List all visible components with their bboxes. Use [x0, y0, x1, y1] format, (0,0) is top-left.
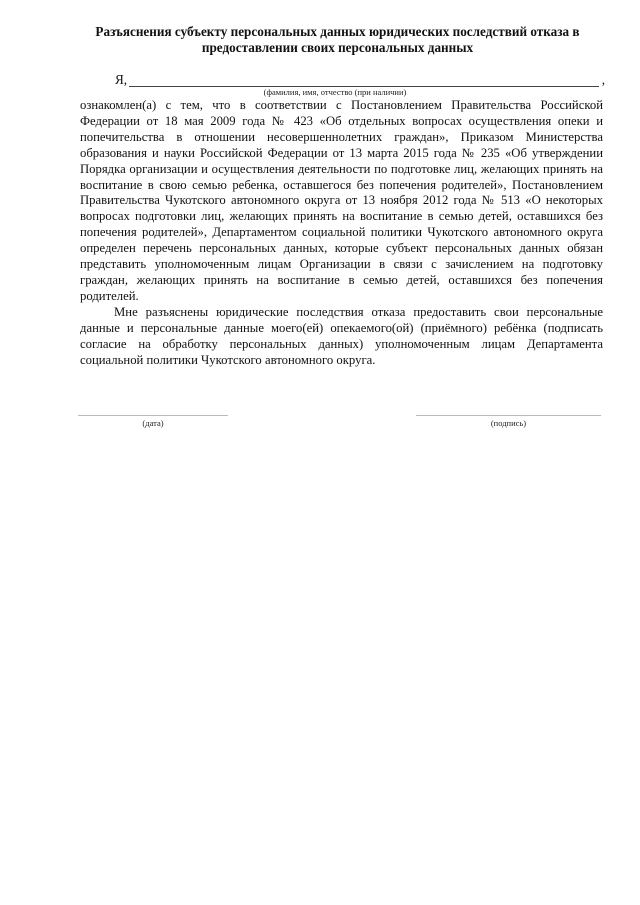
- date-field: [78, 415, 228, 435]
- document-body: [80, 98, 603, 368]
- document-title: Разъяснения субъекту персональных данных юридических последствий отказа в предоставлении своих персональных данных: [95, 24, 580, 55]
- date-fill-line: [78, 415, 228, 416]
- signature-caption: (подпись): [490, 418, 527, 428]
- paragraph-consequences: Мне разъяснены юридические последствия отказа предоставить свои персональные данные и персональные данные моего(ей) опекаемого(ой) (приёмного) ребёнка (подписать согласие на обработку персональных данных) уполномоченным лицам Департамента социальной политики Чукотского автономного округа.: [80, 304, 603, 367]
- name-caption: (фамилия, имя, отчество (при наличии): [263, 87, 407, 97]
- paragraph-acknowledgement: ознакомлен(а) с тем, что в соответствии с Постановлением Правительства Российской Федерации от 18 мая 2009 года № 423 «Об отдельных вопросах осуществления опеки и попечительства в отношении несовершеннолетних граждан», Приказом Министерства образования и науки Российской Федерации от 13 марта 2015 года № 235 «Об утверждении Порядка организации и осуществления деятельности по подготовке лиц, желающих принять на воспитание в свою семью ребенка, оставшегося без попечения родителей», Постановлением Правительства Чукотского автономного округа от 13 ноября 2012 года № 513 «О некоторых вопросах подготовки лиц, желающих принять на воспитание в семью детей, оставшихся без попечения родителей», Департаментом социальной политики Чукотского автономного округа определен перечень персональных данных, которые субъект персональных данных обязан представить уполномоченным лицам Организации в связи с зачислением на подготовку граждан, желающих принять на воспитание в семью детей, оставшихся без попечения родителей.: [80, 98, 603, 303]
- name-suffix: ,: [601, 72, 605, 87]
- signature-fill-line: [416, 415, 601, 416]
- name-prefix: Я,: [115, 72, 128, 87]
- signature-field: [416, 415, 601, 435]
- date-caption: (дата): [142, 418, 164, 428]
- name-field-row: [115, 72, 605, 88]
